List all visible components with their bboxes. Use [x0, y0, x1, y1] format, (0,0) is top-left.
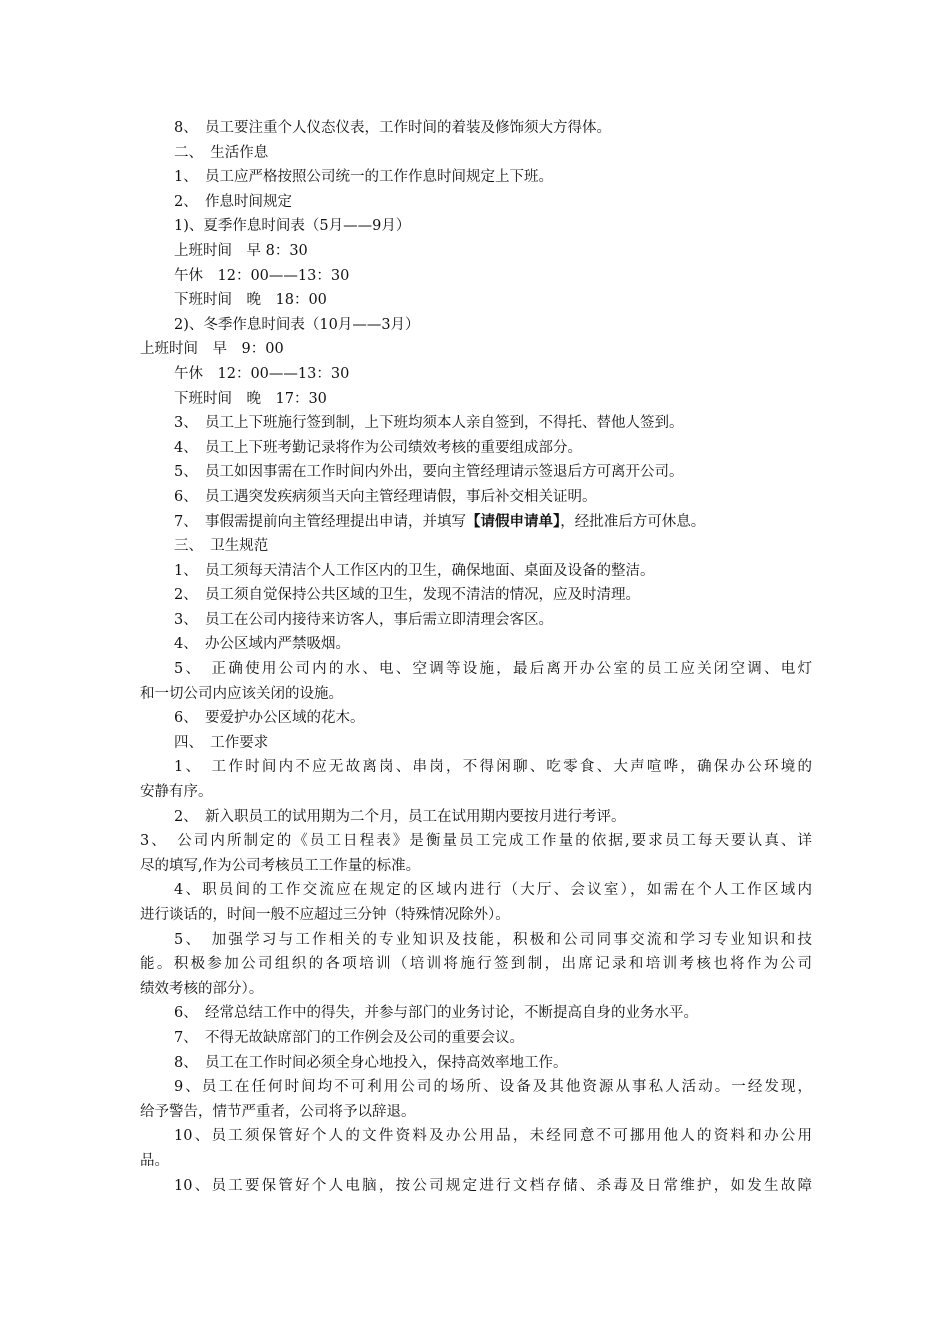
- paragraph-line: 7、 不得无故缺席部门的工作例会及公司的重要会议。: [174, 1029, 524, 1046]
- paragraph-line: 2、 作息时间规定: [174, 193, 292, 210]
- paragraph-line: 9、员工在任何时间均不可利用公司的场所、设备及其他资源从事私人活动。一经发现，: [174, 1079, 812, 1096]
- paragraph-line: 1、 员工应严格按照公司统一的工作作息时间规定上下班。: [174, 169, 553, 186]
- paragraph-text: ，经批准后方可休息。: [560, 513, 706, 530]
- paragraph-line: 给予警告，情节严重者，公司将予以辞退。: [140, 1103, 416, 1120]
- paragraph-line: 1)、夏季作息时间表（5月——9月）: [174, 218, 411, 235]
- paragraph-line: 6、 员工遇突发疾病须当天向主管经理请假，事后补交相关证明。: [174, 488, 597, 505]
- paragraph-line: 1、 工作时间内不应无故离岗、串岗，不得闲聊、吃零食、大声喧哗，确保办公环境的: [174, 759, 812, 776]
- paragraph-line: 安静有序。: [140, 784, 213, 801]
- section-heading: 四、 工作要求: [174, 734, 269, 751]
- paragraph-line: 2)、冬季作息时间表（10月——3月）: [174, 316, 420, 333]
- paragraph-line: 下班时间 晚 17：30: [174, 390, 327, 407]
- paragraph-line: 6、 经常总结工作中的得失，并参与部门的业务讨论，不断提高自身的业务水平。: [174, 1005, 698, 1022]
- paragraph-line: 午休 12：00——13：30: [174, 267, 350, 284]
- paragraph-line: 5、 加强学习与工作相关的专业知识及技能，积极和公司同事交流和学习专业知识和技: [174, 931, 812, 948]
- document-body: [140, 116, 812, 1198]
- paragraph-line: 尽的填写,作为公司考核员工工作量的标准。: [140, 857, 421, 874]
- paragraph-line: 4、 员工上下班考勤记录将作为公司绩效考核的重要组成部分。: [174, 439, 582, 456]
- paragraph-line: 6、 要爱护办公区域的花木。: [174, 710, 365, 727]
- paragraph-line: 能。积极参加公司组织的各项培训（培训将施行签到制，出席记录和培训考核也将作为公司: [140, 956, 812, 973]
- section-heading: 三、 卫生规范: [174, 538, 269, 555]
- paragraph-line: 8、 员工在工作时间必须全身心地投入，保持高效率地工作。: [174, 1054, 568, 1071]
- paragraph-line: 2、 新入职员工的试用期为二个月，员工在试用期内要按月进行考评。: [174, 808, 626, 825]
- paragraph-line: 品。: [140, 1152, 169, 1169]
- paragraph-line: 4、职员间的工作交流应在规定的区域内进行（大厅、会议室），如需在个人工作区域内: [174, 882, 812, 899]
- paragraph-text: 7、 事假需提前向主管经理提出申请，并填写: [174, 513, 466, 530]
- paragraph-line: 绩效考核的部分）。: [140, 980, 264, 997]
- paragraph-line: 5、 员工如因事需在工作时间内外出，要向主管经理请示签退后方可离开公司。: [174, 464, 684, 481]
- paragraph-line: 8、 员工要注重个人仪态仪表，工作时间的着装及修饰须大方得体。: [174, 120, 611, 136]
- paragraph-line: 5、 正确使用公司内的水、电、空调等设施，最后离开办公室的员工应关闭空调、电灯: [174, 661, 812, 678]
- paragraph-line: 10、员工要保管好个人电脑，按公司规定进行文档存储、杀毒及日常维护，如发生故障: [174, 1177, 812, 1194]
- section-heading: 二、 生活作息: [174, 144, 269, 161]
- form-name: 【请假申请单】: [465, 512, 561, 530]
- paragraph-line: 3、 员工上下班施行签到制，上下班均须本人亲自签到，不得托、替他人签到。: [174, 415, 684, 432]
- paragraph-line: 上班时间 早 8：30: [174, 242, 308, 259]
- paragraph-line: 3、 公司内所制定的《员工日程表》是衡量员工完成工作量的依据,要求员工每天要认真、详: [140, 833, 812, 850]
- paragraph-line: 2、 员工须自觉保持公共区域的卫生，发现不清洁的情况，应及时清理。: [174, 587, 640, 604]
- paragraph-line: 1、 员工须每天清洁个人工作区内的卫生，确保地面、桌面及设备的整洁。: [174, 562, 655, 579]
- paragraph-line: [140, 510, 812, 535]
- paragraph-line: 午休 12：00——13：30: [174, 365, 350, 382]
- paragraph-line: 4、 办公区域内严禁吸烟。: [174, 636, 350, 653]
- paragraph-line: 3、 员工在公司内接待来访客人，事后需立即清理会客区。: [174, 611, 553, 628]
- paragraph-line: 进行谈话的，时间一般不应超过三分钟（特殊情况除外）。: [140, 907, 510, 923]
- paragraph-line: 下班时间 晚 18：00: [174, 292, 327, 309]
- paragraph-line: 上班时间 早 9：00: [140, 341, 284, 358]
- paragraph-line: 10、员工须保管好个人的文件资料及办公用品，未经同意不可挪用他人的资料和办公用: [174, 1128, 812, 1145]
- paragraph-line: 和一切公司内应该关闭的设施。: [140, 685, 343, 702]
